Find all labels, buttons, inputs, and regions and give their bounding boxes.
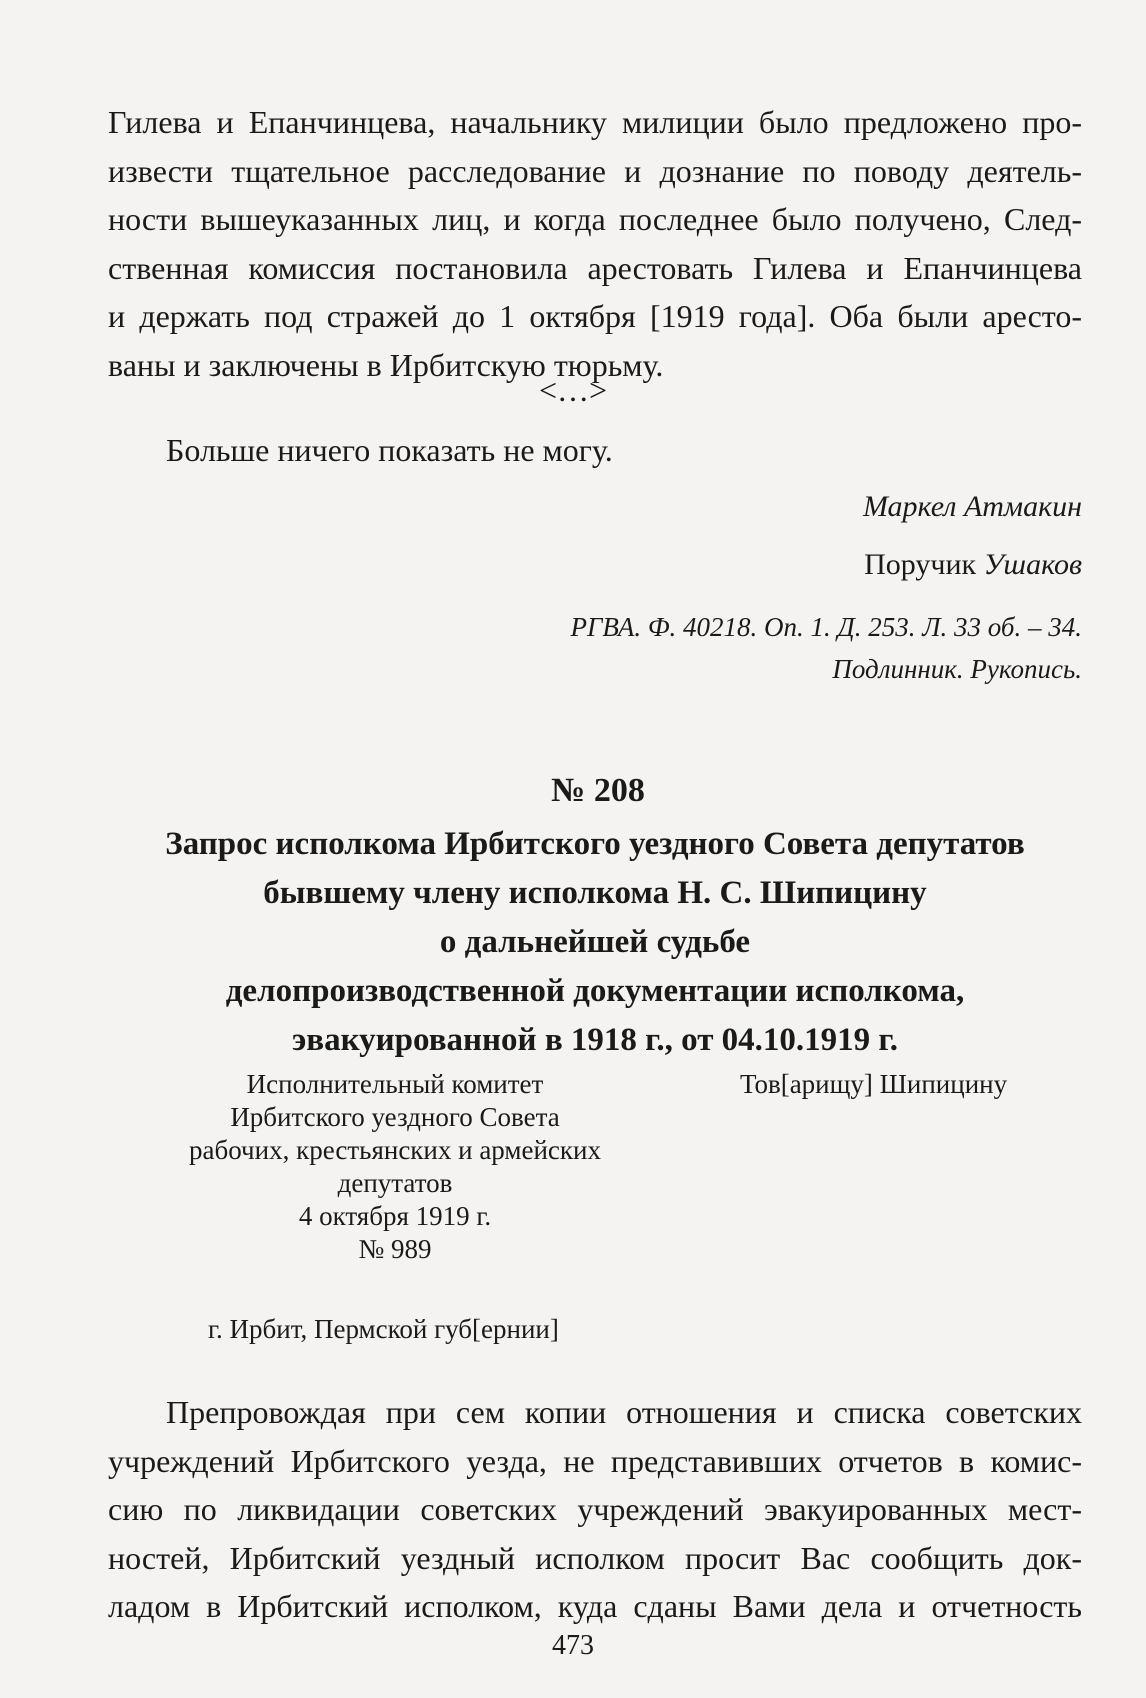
signature-atmakin <box>863 490 1082 524</box>
title-line: о дальнейшей судьбе <box>439 924 751 960</box>
text-line: Гилева и Епанчинцева, начальнику милиции было предложено про- <box>108 104 1082 140</box>
title-line: эвакуированной в 1918 г., от 04.10.1919 г. <box>292 1022 898 1058</box>
text-line: ности вышеуказанных лиц, и когда последнее было получено, След- <box>108 201 1082 237</box>
paragraph-testimony-end <box>108 98 1082 389</box>
text-line: и держать под стражей до 1 октября [1919 года]. Оба были аресто- <box>108 298 1082 334</box>
letter-number: № 989 <box>358 1234 432 1264</box>
letter-sender-block <box>150 1068 640 1266</box>
document-title <box>108 820 1082 1065</box>
title-line: делопроизводственной документации исполкома, <box>225 973 965 1009</box>
letter-addressee: Тов[арищу] Шипицину <box>740 1069 1008 1099</box>
omission-mark: <…> <box>538 372 608 408</box>
signature-name: Ушаков <box>983 548 1082 581</box>
text-line: сию по ликвидации советских учреждений эвакуированных мест- <box>108 1491 1082 1527</box>
text-line: ственная комиссия постановила арестовать Гилева и Епанчинцева <box>108 249 1082 286</box>
paragraph-letter-body <box>108 1388 1082 1631</box>
sender-line: Исполнительный комитет <box>246 1069 544 1099</box>
text-line: ностей, Ирбитский уездный исполком просит Вас сообщить док- <box>108 1539 1082 1576</box>
text-line: ладом в Ирбитский исполком, куда сданы Вами дела и отчетность <box>108 1588 1082 1624</box>
sender-line: рабочих, крестьянских и армейских <box>189 1135 601 1165</box>
page-number: 473 <box>552 1630 594 1661</box>
archival-source <box>571 606 1082 690</box>
archive-reference: РГВА. Ф. 40218. Оп. 1. Д. 253. Л. 33 об. – 34. <box>570 612 1082 642</box>
sender-line: Ирбитского уездного Совета <box>230 1102 560 1132</box>
document-number: № 208 <box>551 772 645 809</box>
text-line: учреждений Ирбитского уезда, не представивших отчетов в комис- <box>108 1442 1082 1479</box>
text-line: Препровождая при сем копии отношения и списка советских <box>166 1394 1082 1430</box>
title-line: Запрос исполкома Ирбитского уездного Совета депутатов <box>165 826 1025 862</box>
text-line: ваны и заключены в Ирбитскую тюрьму. <box>108 346 664 383</box>
letter-date: 4 октября 1919 г. <box>298 1201 492 1231</box>
closing-statement: Больше ничего показать не могу. <box>166 432 613 468</box>
title-line: бывшему члену исполкома Н. С. Шипицину <box>263 875 927 911</box>
sender-line: депутатов <box>337 1168 453 1198</box>
signature-ushakov <box>864 548 1082 582</box>
text-line: извести тщательное расследование и дознание по поводу деятель- <box>108 152 1082 189</box>
letter-place: г. Ирбит, Пермской губ[ернии] <box>208 1314 559 1344</box>
signature-name: Маркел Атмакин <box>862 490 1082 523</box>
signature-rank: Поручик <box>864 548 977 581</box>
document-type: Подлинник. Рукопись. <box>832 654 1082 684</box>
